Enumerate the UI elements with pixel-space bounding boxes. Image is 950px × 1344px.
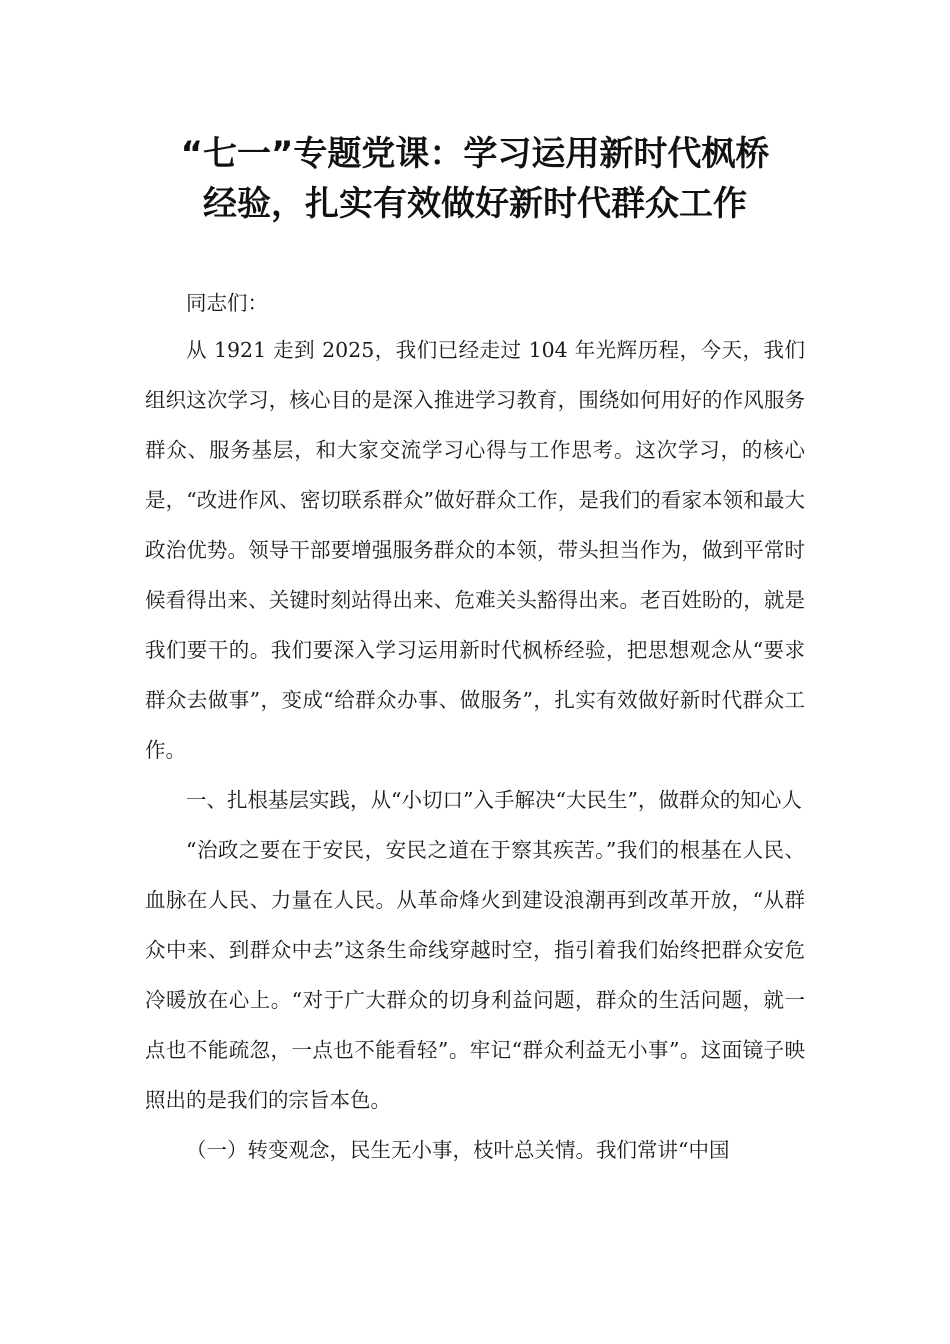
document-title-line-2: 经验，扎实有效做好新时代群众工作 [203,184,747,224]
section-heading-1: 一、扎根基层实践，从“小切口”入手解决“大民生”，做群众的知心人 [186,788,802,812]
document-body [145,325,805,1175]
subsection-1: （一）转变观念，民生无小事，枝叶总关情。我们常讲“中国 [186,1138,730,1162]
greeting: 同志们： [186,291,268,315]
paragraph-intro: 从 1921 走到 2025，我们已经走过 104 年光辉历程，今天，我们组织这次学习，核心目的是深入推进学习教育，围绕如何用好的作风服务群众、服务基层，和大家交流学习心得与工作思考。这次学习，的核心是，“改进作风、密切联系群众”做好群众工作，是我们的看家本领和最大政治优势。领导干部要增强服务群众的本领，带头担当作为，做到平常时候看得出来、关键时刻站得出来、危难关头豁得出来。老百姓盼的，就是我们要干的。我们要深入学习运用新时代枫桥经验，把思想观念从“要求群众去做事”，变成“给群众办事、做服务”，扎实有效做好新时代群众工作。 [145,338,805,762]
document-title-line-1: “七一”专题党课：学习运用新时代枫桥 [180,134,770,174]
greeting-block [145,278,805,328]
paragraph-section-1: “治政之要在于安民，安民之道在于察其疾苦。”我们的根基在人民、血脉在人民、力量在人民。从革命烽火到建设浪潮再到改革开放，“从群众中来、到群众中去”这条生命线穿越时空，指引着我们始终把群众安危冷暖放在心上。“对于广大群众的切身利益问题，群众的生活问题，就一点也不能疏忽，一点也不能看轻”。牢记“群众利益无小事”。这面镜子映照出的是我们的宗旨本色。 [145,838,805,1112]
